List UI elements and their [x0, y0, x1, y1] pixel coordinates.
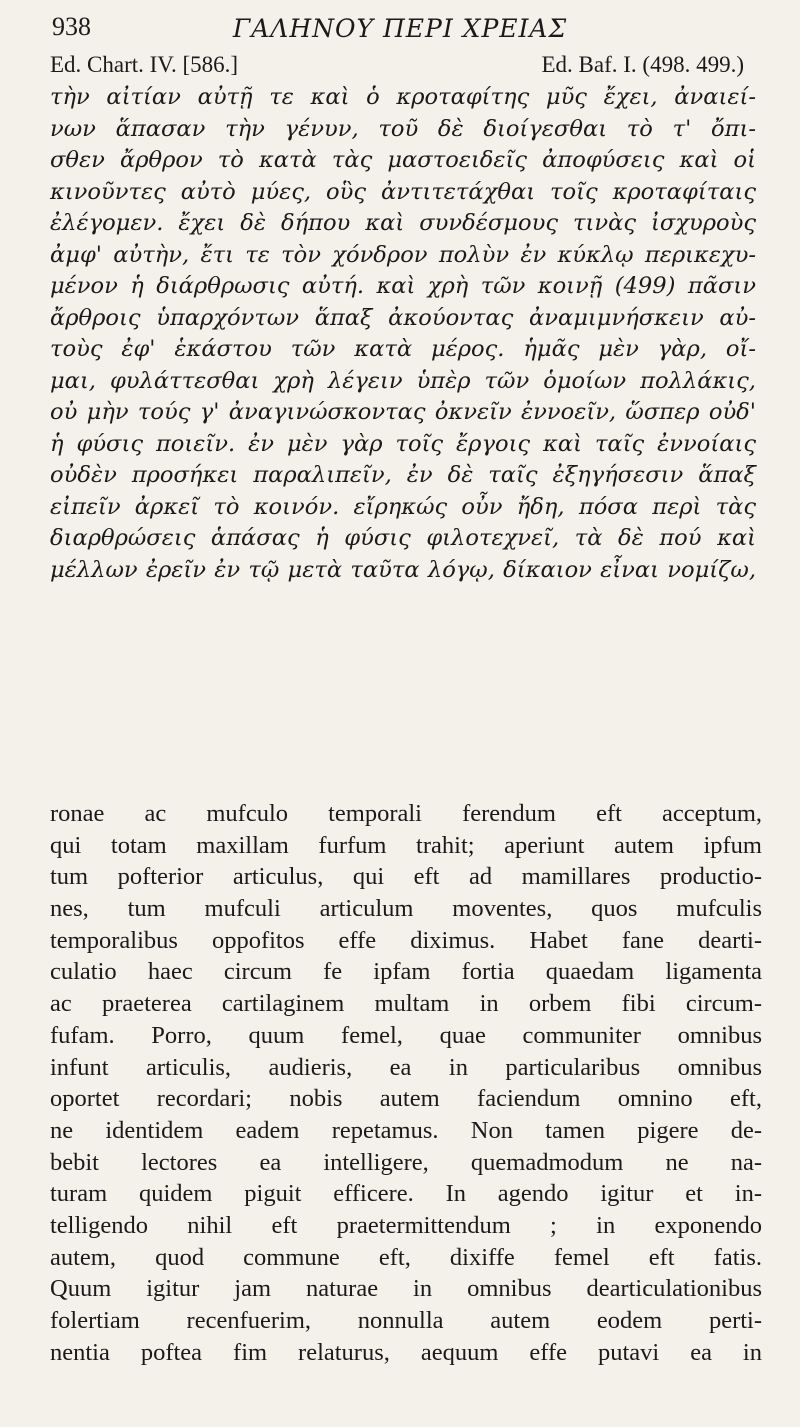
latin-line: turam quidem piguit efficere. In agendo igitur et in-: [50, 1180, 762, 1208]
greek-line: κινοῦντες αὐτὸ μύες, οὓς ἀντιτετάχθαι τοῖς κροταφίταις: [50, 178, 756, 205]
latin-line: oportet recordari; nobis autem faciendum omnino eft,: [50, 1085, 762, 1113]
edition-reference-left: Ed. Chart. IV. [586.]: [50, 52, 239, 77]
greek-line: ἀμφ' αὐτὴν, ἔτι τε τὸν χόνδρον πολὺν ἐν κύκλῳ περικεχυ-: [50, 241, 756, 268]
greek-line: μένον ἡ διάρθρωσις αὐτή. καὶ χρὴ τῶν κοινῇ (499) πᾶσιν: [50, 273, 756, 299]
latin-line: infunt articulis, audieris, ea in particularibus omnibus: [50, 1053, 762, 1081]
greek-line: μαι, φυλάττεσθαι χρὴ λέγειν ὑπὲρ τῶν ὁμοίων πολλάκις,: [50, 367, 756, 394]
latin-line: ac praeterea cartilaginem multam in orbem fibi circum-: [50, 990, 762, 1018]
page-number: 938: [52, 12, 91, 41]
greek-line: νων ἅπασαν τὴν γένυν, τοῦ δὲ διοίγεσθαι τὸ τ' ὄπι-: [50, 115, 756, 142]
latin-line: autem, quod commune eft, dixiffe femel eft fatis.: [50, 1243, 762, 1271]
greek-line: ἡ φύσις ποιεῖν. ἐν μὲν γὰρ τοῖς ἔργοις καὶ ταῖς ἐννοίαις: [50, 430, 756, 457]
latin-line: ronae ac mufculo temporali ferendum eft acceptum,: [50, 800, 762, 827]
latin-line: culatio haec circum fe ipfam fortia quaedam ligamenta: [50, 958, 762, 986]
latin-line: temporalibus oppofitos effe diximus. Habet fane dearti-: [50, 926, 762, 954]
latin-line: fufam. Porro, quum femel, quae communiter omnibus: [50, 1021, 762, 1049]
greek-line: οὐδὲν προσήκει παραλιπεῖν, ἐν δὲ ταῖς ἐξηγήσεσιν ἅπαξ: [50, 462, 756, 488]
edition-reference-right: Ed. Baf. I. (498. 499.): [541, 52, 744, 77]
latin-line: folertiam recenfuerim, nonnulla autem eodem perti-: [50, 1307, 762, 1334]
greek-line: εἰπεῖν ἀρκεῖ τὸ κοινόν. εἴρηκώς οὖν ἤδη, πόσα περὶ τὰς: [50, 493, 756, 520]
latin-line: tum pofterior articulus, qui eft ad mamillares productio-: [50, 863, 762, 891]
latin-line: nentia poftea fim relaturus, aequum effe putavi ea in: [50, 1338, 762, 1366]
greek-line: σθεν ἄρθρον τὸ κατὰ τὰς μαστοειδεῖς ἀποφύσεις καὶ οἱ: [50, 147, 756, 173]
latin-text-block: [50, 798, 762, 1368]
latin-line: ne identidem eadem repetamus. Non tamen pigere de-: [50, 1116, 762, 1144]
greek-text-block: [50, 82, 756, 586]
running-head: ΓΑΛΗΝΟΥ ΠΕΡΙ ΧΡΕΙΑΣ: [232, 14, 568, 43]
greek-line: διαρθρώσεις ἁπάσας ἡ φύσις φιλοτεχνεῖ, τὰ δὲ πού καὶ: [50, 525, 756, 551]
edition-reference-line: [50, 52, 744, 78]
greek-line: μέλλων ἐρεῖν ἐν τῷ μετὰ ταῦτα λόγῳ, δίκαιον εἶναι νομίζω,: [50, 556, 756, 583]
latin-line: nes, tum mufculi articulum moventes, quos mufculis: [50, 895, 762, 923]
latin-line: qui totam maxillam furfum trahit; aperiunt autem ipfum: [50, 831, 762, 859]
latin-line: bebit lectores ea intelligere, quemadmodum ne na-: [50, 1148, 762, 1176]
latin-line: telligendo nihil eft praetermittendum ; in exponendo: [50, 1211, 762, 1239]
greek-line: ἐλέγομεν. ἔχει δὲ δήπου καὶ συνδέσμους τινὰς ἰσχυροὺς: [50, 210, 756, 236]
greek-line: τοὺς ἐφ' ἑκάστου τῶν κατὰ μέρος. ἡμᾶς μὲν γὰρ, οἴ-: [50, 336, 756, 362]
greek-line: ἄρθροις ὑπαρχόντων ἅπαξ ἀκούοντας ἀναμιμνήσκειν αὐ-: [50, 304, 756, 331]
greek-line: οὐ μὴν τούς γ' ἀναγινώσκοντας ὀκνεῖν ἐννοεῖν, ὥσπερ οὐδ': [50, 399, 756, 425]
latin-line: Quum igitur jam naturae in omnibus dearticulationibus: [50, 1275, 762, 1303]
greek-line: τὴν αἰτίαν αὐτῇ τε καὶ ὁ κροταφίτης μῦς ἔχει, ἀναιεί-: [50, 84, 756, 110]
